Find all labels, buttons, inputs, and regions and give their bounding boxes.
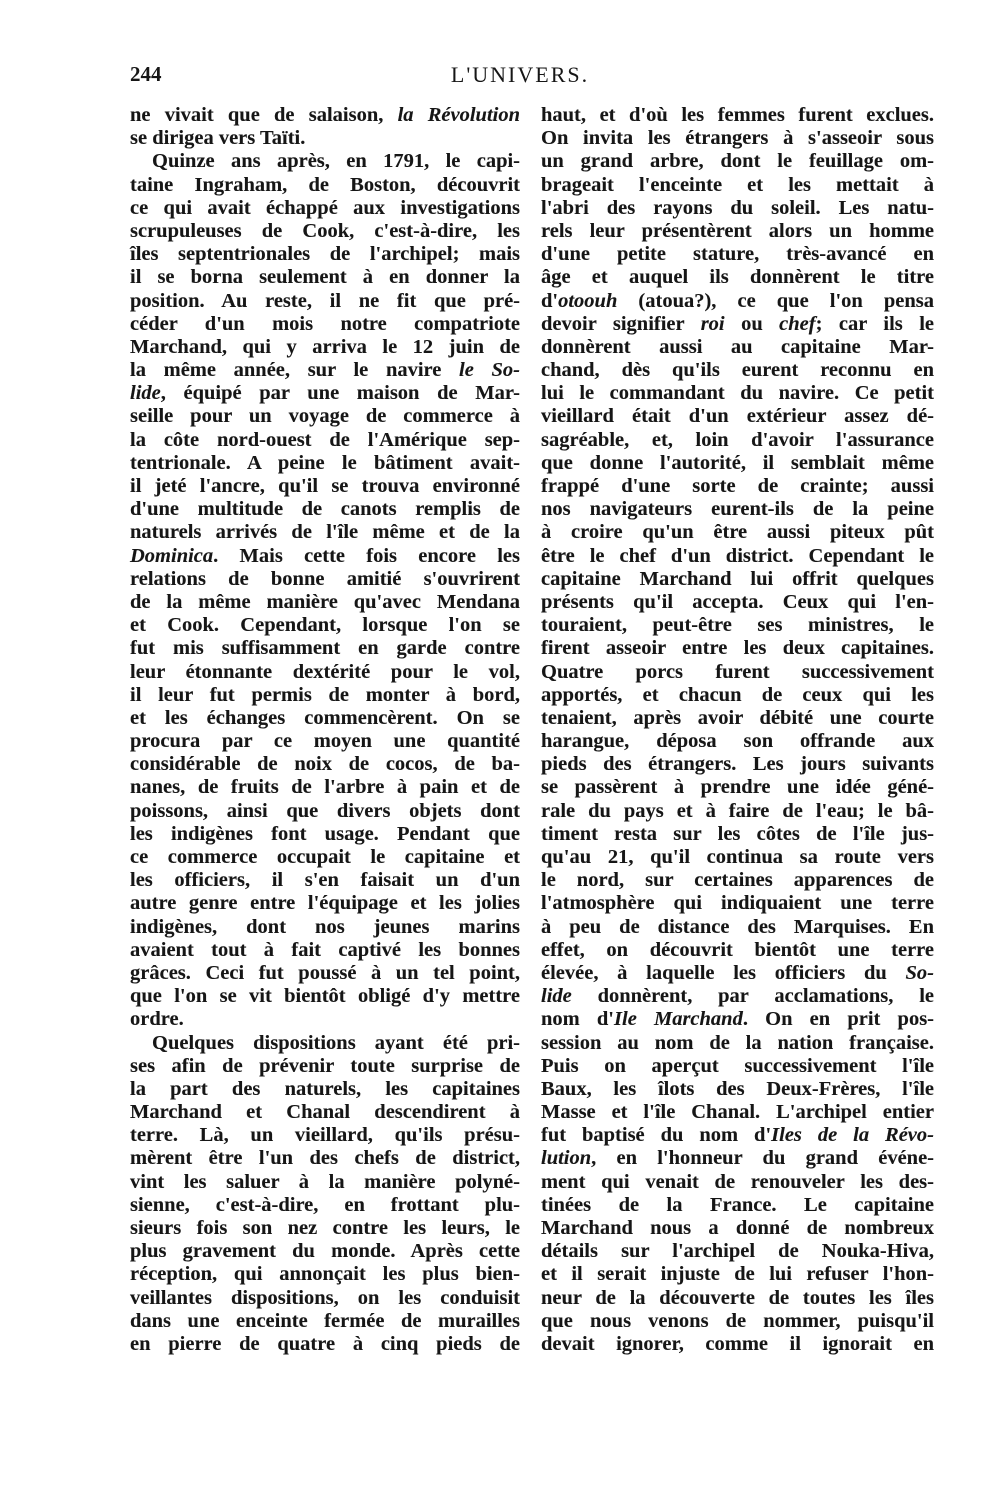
text-line <box>130 637 520 660</box>
text-line <box>130 359 520 382</box>
text-line <box>541 1333 934 1356</box>
text-segment: donnèrent aussi au capitaine Mar- <box>541 335 934 358</box>
text-segment: sieurs fois son nez contre les leurs, le <box>130 1217 520 1239</box>
text-line <box>130 150 520 173</box>
italic-text: roi <box>700 312 725 335</box>
text-segment: que l'on se vit bientôt obligé d'y mettre <box>130 985 520 1008</box>
text-line <box>541 730 934 753</box>
text-segment: ce qui avait échappé aux investigations <box>130 196 520 219</box>
text-line <box>130 916 520 939</box>
text-line <box>130 220 520 243</box>
text-line <box>130 684 520 707</box>
text-line <box>130 614 520 637</box>
text-segment: il jeté l'ancre, qu'il se trouva environné <box>130 475 520 497</box>
text-segment: harangue, déposa son offrande aux <box>541 730 934 753</box>
italic-text: Dominica <box>130 544 214 567</box>
text-line <box>130 429 520 452</box>
text-segment: tinées de la France. Le capitaine <box>541 1193 934 1216</box>
text-segment: que donne l'autorité, il semblait même <box>541 451 934 474</box>
text-segment: frappé d'une sorte de crainte; aussi <box>541 475 934 497</box>
text-line <box>541 568 934 591</box>
text-line <box>130 1263 520 1286</box>
text-segment: touraient, peut-être ses ministres, le <box>541 614 934 637</box>
text-line <box>130 290 520 313</box>
text-line <box>541 1078 934 1101</box>
text-segment: présents qu'il accepta. Ceux qui l'en- <box>541 590 934 613</box>
text-segment: seille pour un voyage de commerce à <box>130 405 520 428</box>
text-segment: de la même manière qu'avec Mendana <box>130 590 520 613</box>
text-line <box>130 1240 520 1263</box>
text-line <box>130 127 520 150</box>
text-segment: sienne, c'est-à-dire, en frottant plu- <box>130 1193 520 1216</box>
text-segment: le nord, sur certaines apparences de <box>541 869 934 892</box>
text-segment: il leur fut permis de monter à bord, <box>130 683 520 706</box>
text-line <box>541 313 934 336</box>
text-line <box>541 104 934 127</box>
text-segment: îles septentrionales de l'archipel; mais <box>130 243 520 266</box>
text-column-left <box>130 104 520 1356</box>
text-line <box>541 336 934 359</box>
text-line <box>130 823 520 846</box>
text-segment: se dirigea vers Taïti. <box>130 127 306 150</box>
italic-text: la Révolution <box>397 104 520 126</box>
text-segment: relations de bonne amitié s'ouvrirent <box>130 567 520 590</box>
text-segment: et les échanges commencèrent. On se <box>130 706 520 729</box>
text-segment: détails sur l'archipel de Nouka-Hiva, <box>541 1240 934 1263</box>
text-line <box>541 1287 934 1310</box>
text-segment: d'une multitude de canots remplis de <box>130 498 520 521</box>
text-line <box>130 1078 520 1101</box>
text-segment: et Cook. Cependant, lorsque l'on se <box>130 614 520 637</box>
text-line <box>541 684 934 707</box>
text-line <box>541 1032 934 1055</box>
text-segment: considérable de noix de cocos, de ba- <box>130 753 520 776</box>
text-line <box>541 637 934 660</box>
text-segment: Quelques dispositions ayant été pri- <box>152 1031 520 1054</box>
text-segment: ne vivait que de salaison, <box>130 104 398 126</box>
text-segment: lui le commandant du navire. Ce petit <box>541 382 934 405</box>
text-line <box>130 382 520 405</box>
text-line <box>130 521 520 544</box>
text-segment: ment qui venait de renouveler les des- <box>541 1170 934 1193</box>
text-line <box>541 1008 934 1031</box>
text-line <box>541 243 934 266</box>
text-segment: se passèrent à prendre une idée géné- <box>541 776 934 799</box>
text-line <box>541 661 934 684</box>
text-segment: tentrionale. A peine le bâtiment avait- <box>130 451 520 474</box>
text-line <box>541 174 934 197</box>
text-segment: taine Ingraham, de Boston, découvrit <box>130 173 520 196</box>
text-segment: ordre. <box>130 1008 184 1031</box>
text-line <box>130 1217 520 1240</box>
text-segment: Masse et l'île Chanal. L'archipel entier <box>541 1101 934 1124</box>
text-segment: Marchand et Chanal descendirent à <box>130 1101 520 1124</box>
text-line <box>130 313 520 336</box>
text-line <box>130 985 520 1008</box>
text-line <box>541 429 934 452</box>
text-segment: l'abri des rayons du soleil. Les natu- <box>541 196 934 219</box>
text-line <box>541 916 934 939</box>
text-line <box>541 1101 934 1124</box>
text-segment: capitaine Marchand lui offrit quelques <box>541 567 934 590</box>
text-segment: rels leur présentèrent alors un homme <box>541 219 934 242</box>
text-segment: Marchand nous a donné de nombreux <box>541 1217 934 1239</box>
text-segment: ; car ils le <box>815 312 935 335</box>
text-line <box>541 1263 934 1286</box>
text-line <box>541 591 934 614</box>
italic-text: otoouh <box>558 289 618 312</box>
text-segment: tenaient, après avoir débité une courte <box>541 706 934 729</box>
text-line <box>130 405 520 428</box>
text-segment: la part des naturels, les capitaines <box>130 1077 520 1100</box>
text-line <box>130 1287 520 1310</box>
text-segment: pieds des étrangers. Les jours suivants <box>541 753 934 776</box>
text-line <box>541 1194 934 1217</box>
italic-text: So- <box>905 961 934 984</box>
text-segment: et il serait injuste de lui refuser l'hon- <box>541 1263 934 1286</box>
text-segment: vint les saluer à la manière polyné- <box>130 1170 520 1193</box>
text-line <box>130 197 520 220</box>
text-line <box>130 869 520 892</box>
text-segment: apportés, et chacun de ceux qui les <box>541 683 934 706</box>
text-line <box>541 985 934 1008</box>
text-line <box>130 452 520 475</box>
text-line <box>541 823 934 846</box>
text-segment: à peu de distance des Marquises. En <box>541 915 934 938</box>
text-segment: ou <box>724 312 780 335</box>
text-segment: terre. Là, un vieillard, qu'ils présu- <box>130 1124 520 1147</box>
text-segment: ses afin de prévenir toute surprise de <box>130 1054 520 1077</box>
text-segment: indigènes, dont nos jeunes marins <box>130 915 520 938</box>
text-segment: vieillard était d'un extérieur assez dé- <box>541 405 934 428</box>
text-line <box>130 846 520 869</box>
text-segment: un grand arbre, dont le feuillage om- <box>541 150 934 173</box>
text-line <box>541 614 934 637</box>
text-segment: d'une petite stature, très-avancé en <box>541 243 934 266</box>
text-segment: session au nom de la nation française. <box>541 1031 934 1054</box>
text-segment: Marchand, qui y arriva le 12 juin de <box>130 335 520 358</box>
text-line <box>541 1055 934 1078</box>
text-segment: grâces. Ceci fut poussé à un tel point, <box>130 961 520 984</box>
text-line <box>130 730 520 753</box>
text-line <box>541 1310 934 1333</box>
italic-text: Iles de la Révo- <box>771 1124 934 1147</box>
text-segment: en pierre de quatre à cinq pieds de <box>130 1332 520 1355</box>
text-segment: Quinze ans après, en 1791, le capi- <box>152 150 520 173</box>
text-line <box>541 382 934 405</box>
text-segment: effet, on découvrit bientôt une terre <box>541 938 934 961</box>
text-column-right <box>541 104 934 1356</box>
text-segment: procura par ce moyen une quantité <box>130 730 520 753</box>
text-line <box>541 707 934 730</box>
text-segment: céder d'un mois notre compatriote <box>130 312 520 335</box>
text-segment: position. Au reste, il ne fit que pré- <box>130 289 520 312</box>
text-segment: devoir signifier <box>541 312 701 335</box>
text-line <box>541 359 934 382</box>
text-line <box>541 290 934 313</box>
text-line <box>130 1101 520 1124</box>
italic-text: chef <box>779 312 816 335</box>
text-line <box>130 800 520 823</box>
text-line <box>130 591 520 614</box>
text-segment: mèrent être l'un des chefs de district, <box>130 1147 520 1170</box>
text-line <box>130 336 520 359</box>
text-line <box>130 892 520 915</box>
text-line <box>130 1310 520 1333</box>
text-line <box>541 220 934 243</box>
text-line <box>541 892 934 915</box>
text-segment: élevée, à laquelle les officiers du <box>541 961 906 984</box>
text-segment: réception, qui annonçait les plus bien- <box>130 1263 520 1286</box>
text-segment: nanes, de fruits de l'arbre à pain et de <box>130 776 520 799</box>
text-line <box>541 452 934 475</box>
text-line <box>541 545 934 568</box>
text-line <box>130 1147 520 1170</box>
text-segment: naturels arrivés de l'île même et de la <box>130 521 520 544</box>
text-line <box>541 846 934 869</box>
text-segment: fut baptisé du nom d' <box>541 1124 772 1147</box>
italic-text: Ile Marchand <box>614 1008 743 1031</box>
text-line <box>130 174 520 197</box>
text-segment: la côte nord-ouest de l'Amérique sep- <box>130 428 520 451</box>
text-line <box>541 127 934 150</box>
text-segment: neur de la découverte de toutes les îles <box>541 1286 934 1309</box>
text-line <box>130 1008 520 1031</box>
text-segment: nom d' <box>541 1008 615 1031</box>
text-segment: donnèrent, par acclamations, le <box>571 985 934 1008</box>
text-segment: . Mais cette fois encore les <box>213 544 520 567</box>
text-segment: . On en prit pos- <box>742 1008 934 1031</box>
text-segment: Puis on aperçut successivement l'île <box>541 1054 934 1077</box>
text-segment: rale du pays et à faire de l'eau; le bâ- <box>541 799 934 822</box>
text-segment: il se borna seulement à en donner la <box>130 266 520 289</box>
text-line <box>541 266 934 289</box>
text-line <box>130 707 520 730</box>
text-segment: , équipé par une maison de Mar- <box>160 382 520 405</box>
text-segment: qu'au 21, qu'il continua sa route vers <box>541 846 934 868</box>
text-line <box>130 475 520 498</box>
text-line <box>130 962 520 985</box>
text-segment: les indigènes font usage. Pendant que <box>130 822 520 845</box>
text-segment: sagréable, et, loin d'avoir l'assurance <box>541 428 934 451</box>
text-line <box>541 962 934 985</box>
text-line <box>130 1194 520 1217</box>
italic-text: le So- <box>459 359 520 382</box>
text-line <box>541 1124 934 1147</box>
text-segment: On invita les étrangers à s'asseoir sous <box>541 127 934 150</box>
text-segment: avaient tout à fait captivé les bonnes <box>130 938 520 961</box>
page-number: 244 <box>130 62 162 86</box>
text-line <box>541 197 934 220</box>
text-line <box>130 661 520 684</box>
text-segment: l'atmosphère qui indiquaient une terre <box>541 892 934 915</box>
text-line <box>541 475 934 498</box>
text-segment: timent resta sur les côtes de l'île jus- <box>541 822 934 845</box>
text-segment: ce commerce occupait le capitaine et <box>130 846 520 868</box>
text-line <box>541 1240 934 1263</box>
text-line <box>541 405 934 428</box>
text-line <box>541 939 934 962</box>
text-line <box>130 939 520 962</box>
text-segment: chand, dès qu'ils eurent reconnu en <box>541 359 934 382</box>
text-line <box>130 776 520 799</box>
text-segment: plus gravement du monde. Après cette <box>130 1240 520 1263</box>
text-line <box>541 776 934 799</box>
text-segment: (atoua?), ce que l'on pensa <box>617 289 934 312</box>
italic-text: lide <box>130 382 161 405</box>
text-line <box>130 568 520 591</box>
text-segment: scrupuleuses de Cook, c'est-à-dire, les <box>130 219 520 242</box>
text-segment: à croire qu'un être aussi piteux pût <box>541 521 934 544</box>
text-line <box>130 104 520 127</box>
text-line <box>541 1171 934 1194</box>
running-title: L'UNIVERS. <box>450 62 590 87</box>
text-segment: , en l'honneur du grand événe- <box>591 1147 934 1170</box>
text-line <box>541 869 934 892</box>
text-line <box>130 498 520 521</box>
text-line <box>541 753 934 776</box>
text-line <box>130 1333 520 1356</box>
text-line <box>130 1124 520 1147</box>
italic-text: lide <box>541 985 572 1008</box>
text-segment: dans une enceinte fermée de murailles <box>130 1309 520 1332</box>
text-line <box>541 1147 934 1170</box>
text-line <box>130 243 520 266</box>
text-line <box>130 1055 520 1078</box>
text-segment: être le chef d'un district. Cependant le <box>541 544 934 567</box>
text-segment: autre genre entre l'équipage et les jolies <box>130 892 520 915</box>
italic-text: lution <box>541 1147 592 1170</box>
text-line <box>130 545 520 568</box>
text-line <box>130 1171 520 1194</box>
text-segment: devait ignorer, comme il ignorait en <box>541 1332 934 1355</box>
text-line <box>541 800 934 823</box>
text-segment: les officiers, il s'en faisait un d'un <box>130 869 520 892</box>
text-segment: d' <box>541 289 559 312</box>
text-line <box>541 521 934 544</box>
text-segment: la même année, sur le navire <box>130 359 460 382</box>
text-segment: que nous venons de nommer, puisqu'il <box>541 1309 934 1332</box>
text-line <box>130 753 520 776</box>
text-segment: leur étonnante dextérité pour le vol, <box>130 660 520 683</box>
text-segment: poissons, ainsi que divers objets dont <box>130 799 520 822</box>
text-segment: fut mis suffisamment en garde contre <box>130 637 520 660</box>
text-line <box>541 150 934 173</box>
text-line <box>130 266 520 289</box>
text-segment: firent asseoir entre les deux capitaines. <box>541 637 934 660</box>
text-segment: âge et auquel ils donnèrent le titre <box>541 266 934 289</box>
text-segment: haut, et d'où les femmes furent exclues. <box>541 104 934 126</box>
text-line <box>541 498 934 521</box>
text-line <box>130 1032 520 1055</box>
text-segment: nos navigateurs eurent-ils de la peine <box>541 498 934 521</box>
text-segment: veillantes dispositions, on les conduisit <box>130 1286 520 1309</box>
text-segment: brageait l'enceinte et les mettait à <box>541 173 934 196</box>
text-line <box>541 1217 934 1240</box>
text-segment: Quatre porcs furent successivement <box>541 660 934 683</box>
text-segment: Baux, les îlots des Deux-Frères, l'île <box>541 1077 934 1100</box>
